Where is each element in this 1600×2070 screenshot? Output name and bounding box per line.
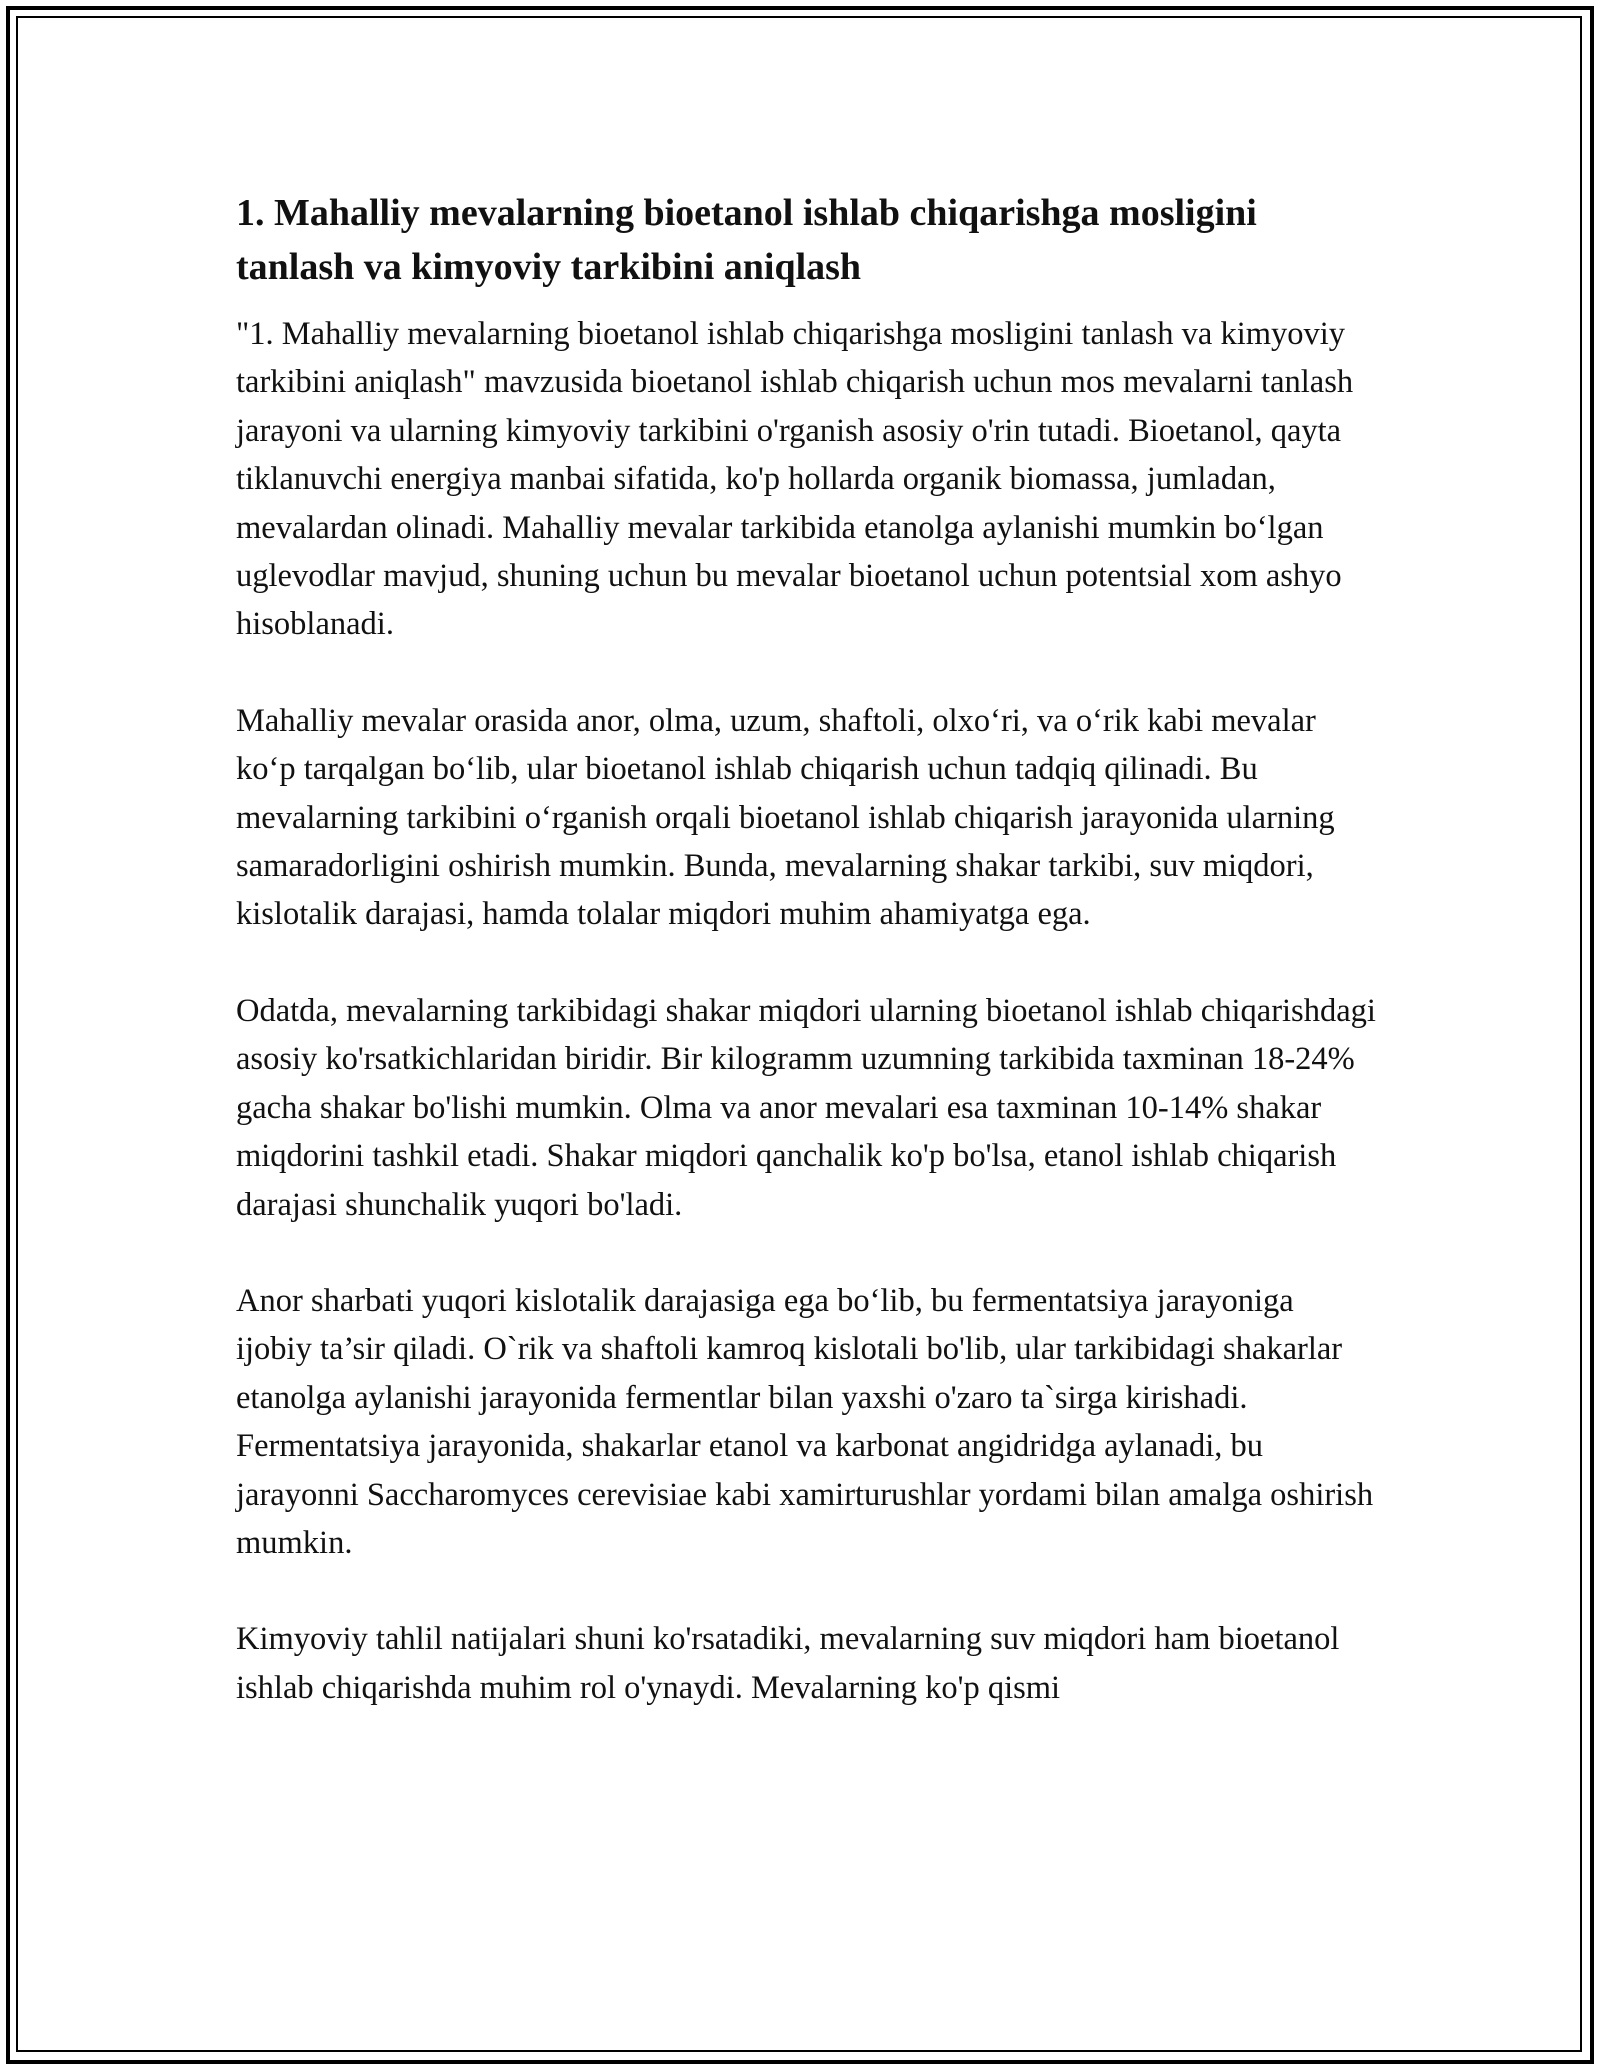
- paragraph-3: Odatda, mevalarning tarkibidagi shakar miqdori ularning bioetanol ishlab chiqarishdagi asosiy ko'rsatkichlaridan biridir. Bir kilogramm uzumning tarkibida taxminan 18-24% gacha shakar bo'lishi mumkin. Olma va anor mevalari esa taxminan 10-14% shakar miqdorini tashkil etadi. Shakar miqdori qanchalik ko'p bo'lsa, etanol ishlab chiqarish darajasi shunchalik yuqori bo'ladi.: [236, 992, 1376, 1223]
- document-body: [236, 186, 1376, 1760]
- paragraph-5: Kimyoviy tahlil natijalari shuni ko'rsatadiki, mevalarning suv miqdori ham bioetanol ishlab chiqarishda muhim rol o'ynaydi. Mevalarning ko'p qismi: [236, 1621, 1340, 1706]
- document-heading: 1. Mahalliy mevalarning bioetanol ishlab chiqarishga mosligini tanlash va kimyoviy tarkibini aniqlash: [236, 192, 1257, 288]
- paragraph-2: Mahalliy mevalar orasida anor, olma, uzum, shaftoli, olxo‘ri, va o‘rik kabi mevalar ko‘p tarqalgan bo‘lib, ular bioetanol ishlab chiqarish uchun tadqiq qilinadi. Bu mevalarning tarkibini o‘rganish orqali bioetanol ishlab chiqarish jarayonida ularning samaradorligini oshirish mumkin. Bunda, mevalarning shakar tarkibi, suv miqdori, kislotalik darajasi, hamda tolalar miqdori muhim ahamiyatga ega.: [236, 702, 1335, 933]
- paragraph-1: "1. Mahalliy mevalarning bioetanol ishlab chiqarishga mosligini tanlash va kimyoviy tarkibini aniqlash" mavzusida bioetanol ishlab chiqarish uchun mos mevalarni tanlash jarayoni va ularning kimyoviy tarkibini o'rganish asosiy o'rin tutadi. Bioetanol, qayta tiklanuvchi energiya manbai sifatida, ko'p hollarda organik biomassa, jumladan, mevalardan olinadi. Mahalliy mevalar tarkibida etanolga aylanishi mumkin bo‘lgan uglevodlar mavjud, shuning uchun bu mevalar bioetanol uchun potentsial xom ashyo hisoblanadi.: [236, 316, 1354, 643]
- paragraph-4: Anor sharbati yuqori kislotalik darajasiga ega bo‘lib, bu fermentatsiya jarayoniga ijobiy ta’sir qiladi. O`rik va shaftoli kamroq kislotali bo'lib, ular tarkibidagi shakarlar etanolga aylanishi jarayonida fermentlar bilan yaxshi o'zaro ta`sirga kirishadi. Fermentatsiya jarayonida, shakarlar etanol va karbonat angidridga aylanadi, bu jarayonni Saccharomyces cerevisiae kabi xamirturushlar yordami bilan amalga oshirish mumkin.: [236, 1282, 1374, 1561]
